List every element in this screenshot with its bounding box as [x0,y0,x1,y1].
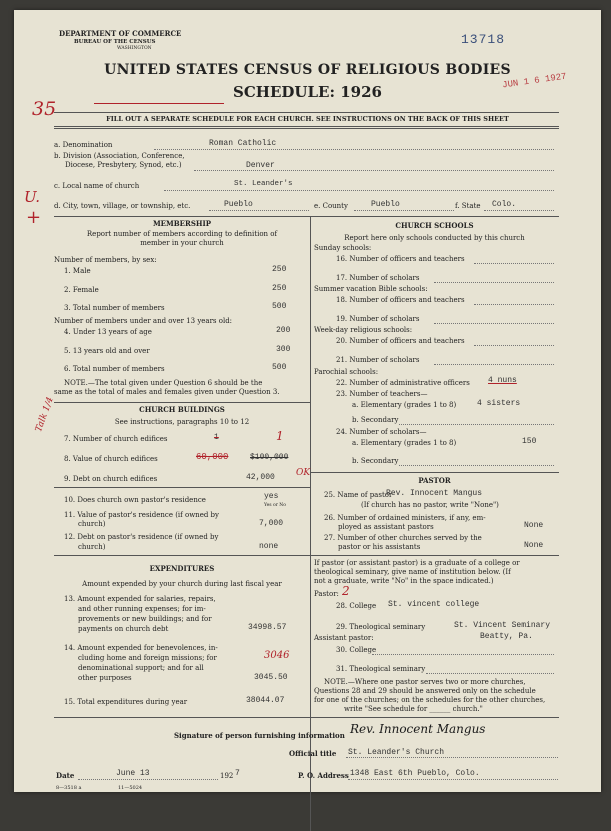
q23a-value: 4 sisters [477,399,521,408]
q18-label: 18. Number of officers and teachers [336,296,465,304]
rule [310,472,559,473]
official-title-label: Official title [289,749,337,758]
form-code-2: 11—5024 [118,785,143,791]
q27-label-2: pastor or his assistants [338,543,421,551]
female-label: 2. Female [64,286,99,294]
rule [54,128,559,129]
pastor-subheader: Pastor: [314,590,339,598]
q24-label: 24. Number of scholars— [336,428,427,436]
under-13-value: 200 [276,326,291,335]
membership-note-2: same as the total of males and females given under Question 3. [54,388,280,396]
q14-line-4: other purposes [78,674,132,682]
margin-note-u: U. [24,188,41,206]
sex-header: Number of members, by sex: [54,256,157,264]
q23a-label: a. Elementary (grades 1 to 8) [352,401,457,409]
dotted-line [209,210,309,211]
city-label: WASHINGTON [117,46,152,51]
pastor-note-4: write "See schedule for ______ church." [344,705,483,713]
q24a-value: 150 [522,437,537,446]
rule [54,555,310,556]
division-value: Denver [246,161,275,170]
q24b-label: b. Secondary [352,457,399,465]
county-value: Pueblo [371,200,400,209]
sunday-header: Sunday schools: [314,244,372,252]
edifices-label: 7. Number of church edifices [64,435,168,443]
state-label: f. State [455,202,481,210]
male-label: 1. Male [64,267,91,275]
schools-subtitle: Report here only schools conducted by this church [344,234,525,242]
bureau-label: BUREAU OF THE CENSUS [74,39,156,45]
local-name-label: c. Local name of church [54,182,140,190]
q29-value-2: Beatty, Pa. [480,632,533,641]
residence-amount: 7,000 [259,519,284,528]
county-label: e. County [314,202,348,210]
q27-value: None [524,541,544,550]
residence-debt-label-2: church) [78,543,106,551]
q25-note: (If church has no pastor, write "None") [361,501,499,509]
local-name-value: St. Leander's [234,180,293,188]
over-13-value: 300 [276,345,291,354]
city-label: d. City, town, village, or township, etc. [54,202,191,210]
age-header: Number of members under and over 13 years old: [54,317,233,325]
q13-value: 34998.57 [248,623,287,632]
q13-line-2: and other running expenses; for im- [78,605,206,613]
membership-subtitle: Report number of members according to definition of [86,230,278,238]
q14-line-3: denominational support; and for all [78,664,204,672]
q27-label: 27. Number of other churches served by the [324,534,482,542]
residence-value-label-2: church) [78,520,106,528]
dotted-line [354,210,454,211]
membership-note: NOTE.—The total given under Question 6 should be the [64,379,263,387]
q28-label: 28. College [336,602,377,610]
edifice-debt-value: 42,000 [246,473,275,482]
q24a-label: a. Elementary (grades 1 to 8) [352,439,457,447]
q14-value: 3045.50 [254,673,288,682]
rule [54,717,559,718]
q29-label: 29. Theological seminary [336,623,426,631]
male-value: 250 [272,265,287,274]
edifice-value-label: 8. Value of church edifices [64,455,158,463]
q26-label-2: ployed as assistant pastors [338,523,434,531]
q22-label: 22. Number of administrative officers [336,379,470,387]
q13-line-3: provements or new buildings; and for [78,615,212,623]
membership-subtitle-2: member in your church [140,239,224,247]
denomination-value: Roman Catholic [209,139,277,148]
edifice-debt-mark: OK [296,468,311,478]
dotted-line [164,190,554,191]
received-stamp: JUN 1 6 1927 [501,71,568,91]
over-13-label: 5. 13 years old and over [64,347,150,355]
under-13-label: 4. Under 13 years of age [64,328,152,336]
residence-label: 10. Does church own pastor's residence [64,496,206,504]
pastor-hand-mark: 2 [342,584,350,598]
expenditures-subtitle: Amount expended by your church during last fiscal year [82,580,282,588]
q21-label: 21. Number of scholars [336,356,420,364]
division-label: b. Division (Association, Conference, [54,152,185,160]
buildings-subtitle: See instructions, paragraphs 10 to 12 [114,418,250,426]
form-code: 8—3518 a [56,785,82,791]
weekday-header: Week-day religious schools: [314,326,413,334]
q20-label: 20. Number of officers and teachers [336,337,465,345]
pastor-name: Rev. Innocent Mangus [386,489,483,498]
division-label-2: Diocese, Presbytery, Synod, etc.) [65,161,182,169]
female-value: 250 [272,284,287,293]
rule [54,216,559,217]
q23b-label: b. Secondary [352,416,399,424]
college-note-3: not a graduate, write "No" in the space indicated.) [314,577,494,585]
rule [54,112,559,113]
q13-line-4: payments on church debt [78,625,169,633]
q30-label: 30. College [336,646,377,654]
total-age-value: 500 [272,363,287,372]
q25-label: 25. Name of pastor [324,491,393,499]
dotted-line [154,149,554,150]
q29-value: St. Vincent Seminary [454,621,551,630]
pastor-note-3: for one of the churches; on the schedules for the other churches, [314,696,546,704]
state-value: Colo. [492,200,517,209]
expenditures-title: EXPENDITURES [149,564,215,573]
dotted-line [484,210,554,211]
q15-value: 38044.07 [246,696,285,705]
assistant-subheader: Assistant pastor: [314,634,374,642]
q26-label: 26. Number of ordained ministers, if any, em- [324,514,486,522]
handwritten-number: 35 [32,98,57,120]
parochial-header: Parochial schools: [314,368,379,376]
pastor-title: PASTOR [418,476,451,485]
q31-label: 31. Theological seminary [336,665,426,673]
city-value: Pueblo [224,200,253,209]
rule [310,555,559,556]
address-value: 1348 East 6th Pueblo, Colo. [350,769,480,778]
residence-debt-value: none [259,542,279,551]
q22-value: 4 nuns [488,376,517,385]
edifice-value-hand: $100,000 [250,453,289,462]
official-title-value: St. Leander's Church [348,748,445,757]
residence-value-label: 11. Value of pastor's residence (if owned by [64,511,219,519]
q14-line-2: cluding home and foreign missions; for [78,654,217,662]
edifice-value-typed: 60,000 [196,452,229,462]
q15-label: 15. Total expenditures during year [64,698,188,706]
date-value: June 13 [116,769,150,778]
red-stroke [94,103,224,104]
pastor-note-1: NOTE.—Where one pastor serves two or more churches, [324,678,526,686]
signature-label: Signature of person furnishing information [174,731,345,740]
q14-hand: 3046 [264,650,290,661]
residence-value: yes [264,492,279,501]
total-members-value: 500 [272,302,287,311]
q19-label: 19. Number of scholars [336,315,420,323]
edifices-hand: 1 [276,429,284,443]
q17-label: 17. Number of scholars [336,274,420,282]
department-label: DEPARTMENT OF COMMERCE [59,29,182,38]
residence-hint: Yes or No [264,503,286,508]
rule [54,402,310,403]
pastor-note-2: Questions 28 and 29 should be answered only on the schedule [314,687,536,695]
address-label: P. O. Address [298,771,349,780]
membership-title: MEMBERSHIP [152,219,212,228]
denomination-label: a. Denomination [54,141,113,149]
residence-debt-label: 12. Debt on pastor's residence (if owned by [64,533,219,541]
q16-label: 16. Number of officers and teachers [336,255,465,263]
q14-line-1: 14. Amount expended for benevolences, in- [64,644,218,652]
total-age-label: 6. Total number of members [64,365,165,373]
rule [54,487,310,488]
dotted-line [194,170,554,171]
signature: Rev. Innocent Mangus [350,722,486,736]
edifice-debt-label: 9. Debt on church edifices [64,475,158,483]
margin-note-talk: Talk 1/4 [34,395,56,434]
edifices-typed: 1 [214,433,219,442]
census-schedule-sheet [14,10,601,792]
q13-line-1: 13. Amount expended for salaries, repairs, [64,595,216,603]
buildings-title: CHURCH BUILDINGS [139,405,225,414]
form-title: UNITED STATES CENSUS OF RELIGIOUS BODIES [104,62,511,78]
college-note-1: If pastor (or assistant pastor) is a graduate of a college or [314,559,520,567]
instruction-line: FILL OUT A SEPARATE SCHEDULE FOR EACH CHURCH. SEE INSTRUCTIONS ON THE BACK OF THIS SHEET [106,115,509,123]
college-note-2: theological seminary, give name of institution below. (If [314,568,511,576]
schools-title: CHURCH SCHOOLS [395,221,474,230]
vacation-header: Summer vacation Bible schools: [314,285,428,293]
schedule-number: 13718 [461,32,506,47]
margin-note-plus: + [26,207,42,228]
date-label: Date [56,771,75,780]
q28-value: St. vincent college [388,600,480,609]
form-subtitle: SCHEDULE: 1926 [233,83,382,101]
q23-label: 23. Number of teachers— [336,390,428,398]
year-prefix: 192 [220,772,234,780]
rule [54,126,559,127]
total-members-label: 3. Total number of members [64,304,165,312]
q26-value: None [524,521,544,530]
year-suffix: 7 [235,769,240,778]
